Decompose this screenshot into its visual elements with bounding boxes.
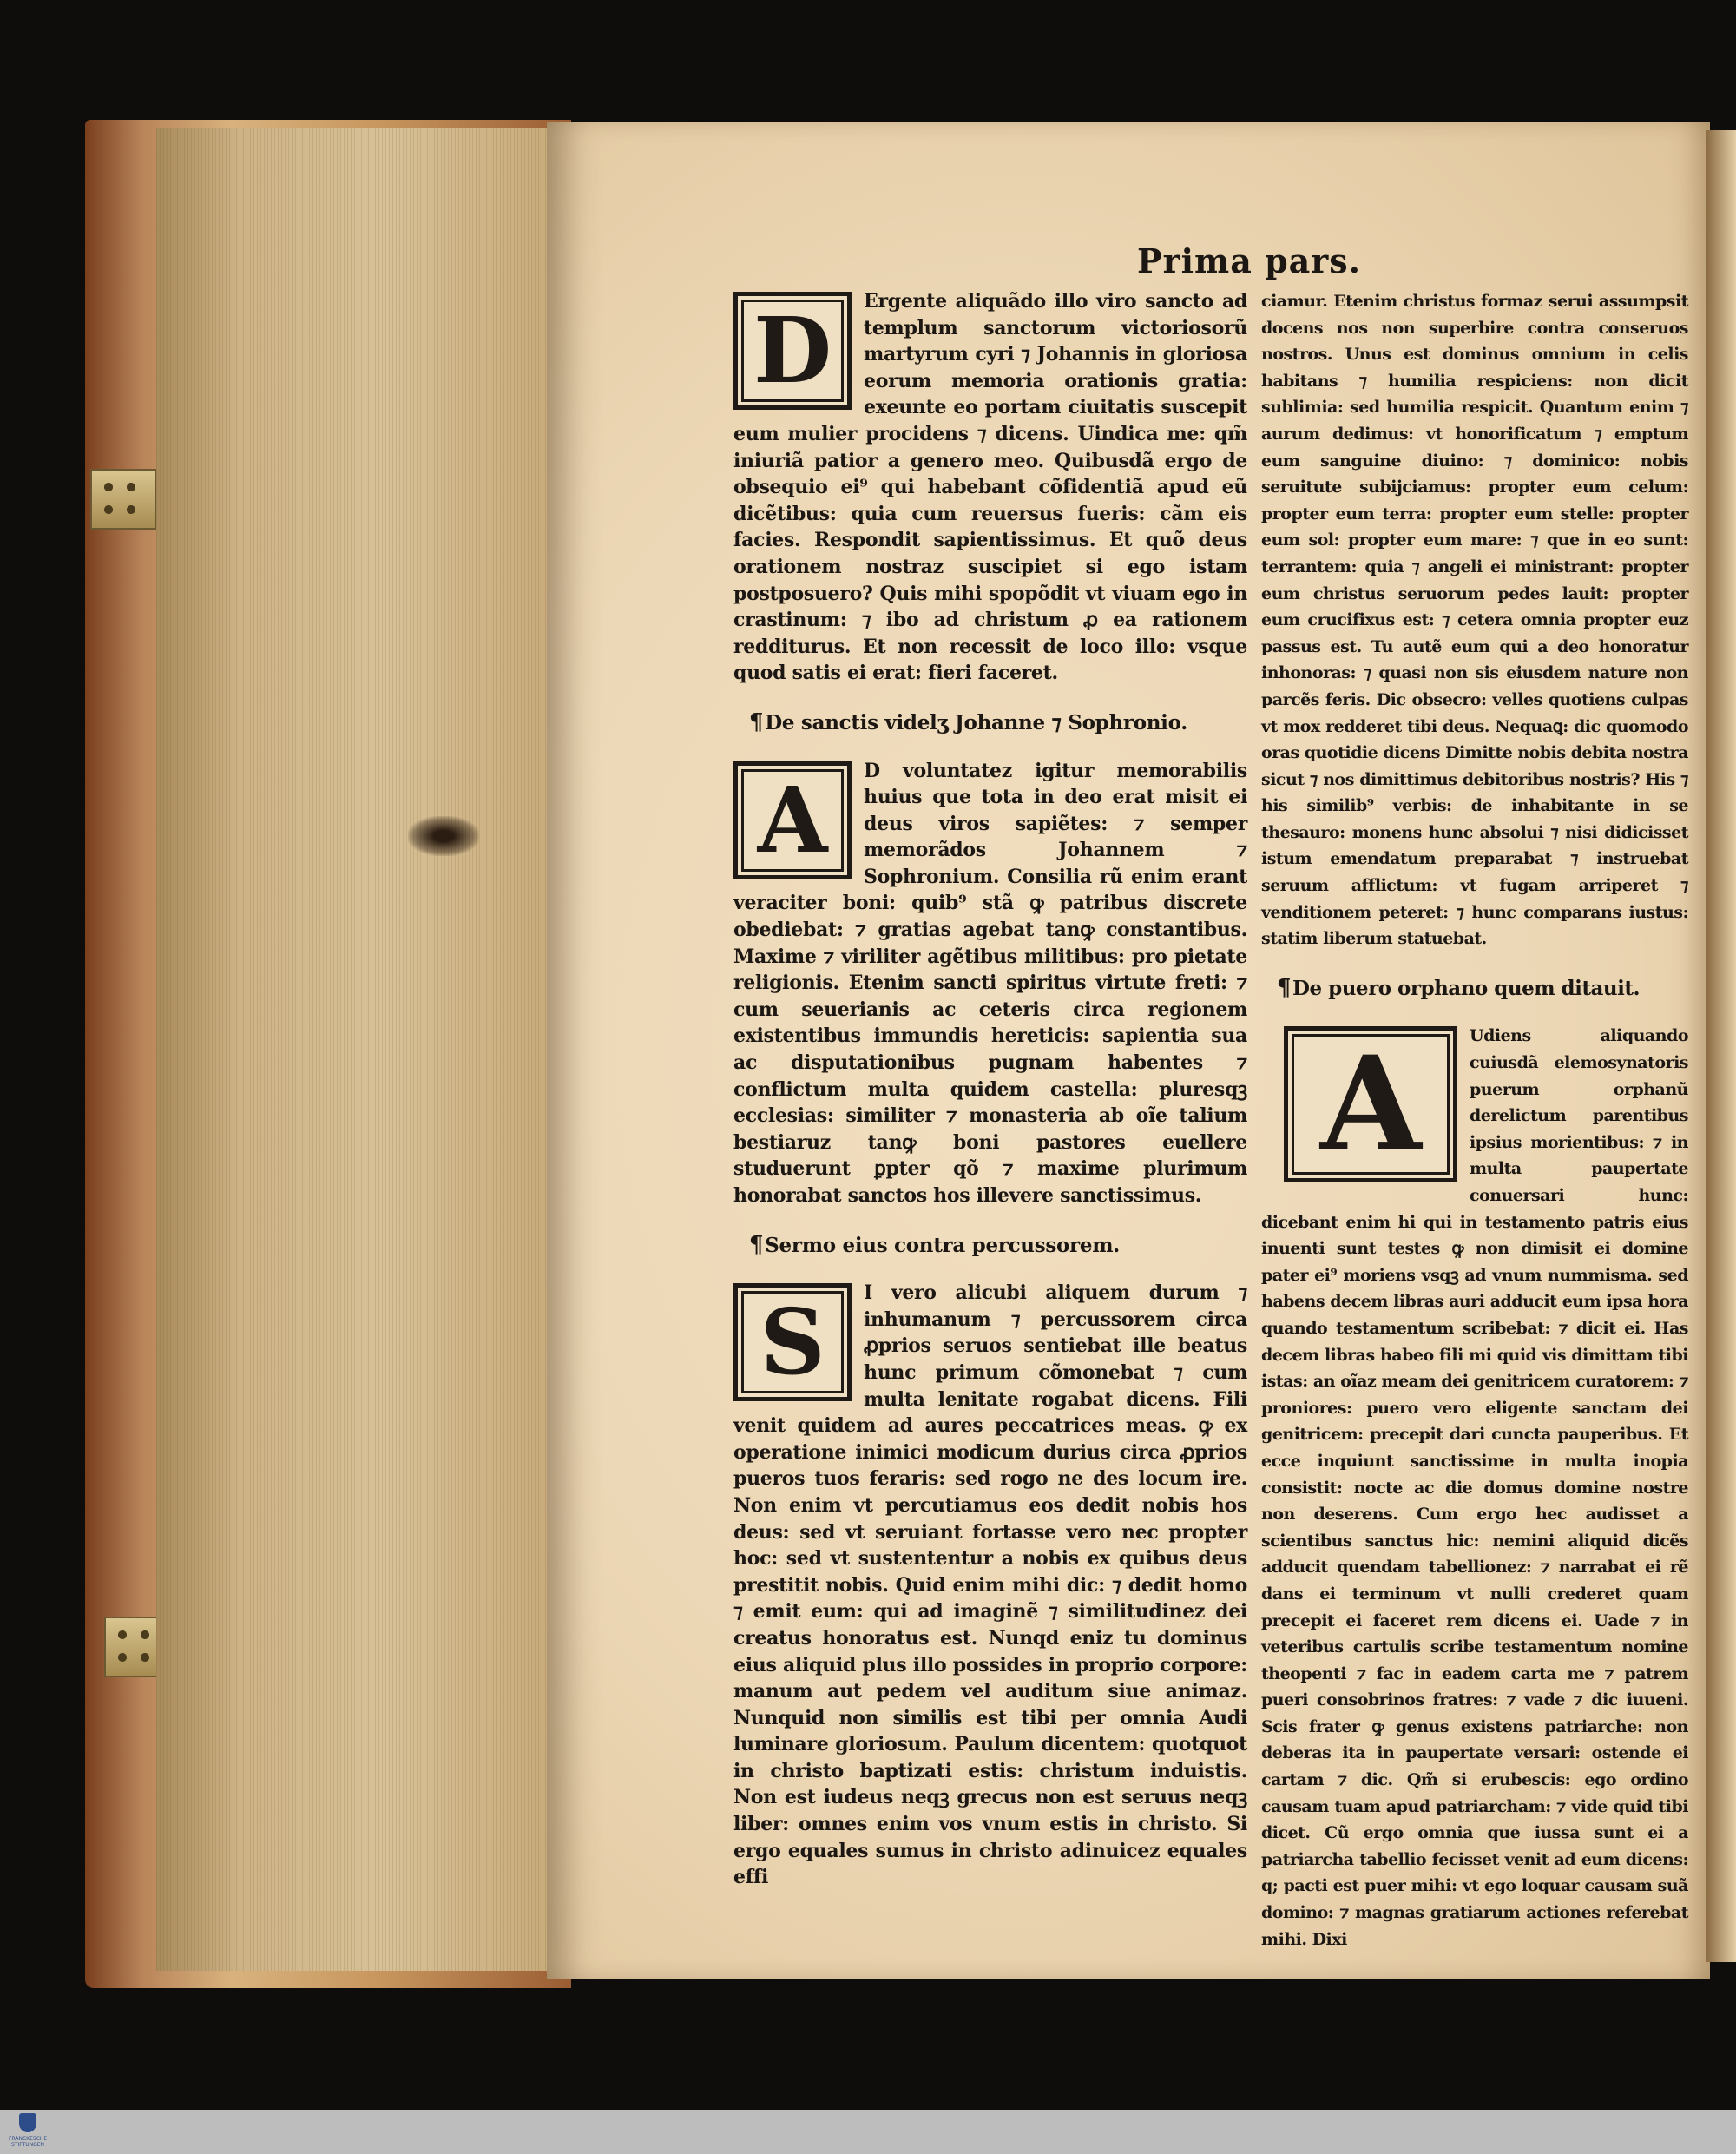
running-head: Prima pars.	[1137, 241, 1361, 280]
pilcrow-icon: ¶	[749, 1231, 764, 1258]
shield-icon	[19, 2113, 36, 2132]
heading-text: De puero orphano quem ditauit.	[1292, 976, 1640, 1000]
facing-page-edge	[1706, 130, 1736, 1962]
woodcut-initial: S	[733, 1283, 852, 1401]
right-text-column	[1261, 288, 1688, 1953]
body-paragraph	[733, 758, 1247, 1209]
paragraph-text: ciamur. Etenim christus formaz serui assumpsit docens nos non superbire contra conseruos nostros. Unus est dominus omnium in celis habitans ⁊ humilia respiciens: non dicit sublimia: sed humilia respicit. Quantum enim ⁊ aurum dedimus: vt honorificatum ⁊ emptum eum sanguine diuino: ⁊ dominico: nobis seruitute subijciamus: propter eum celum: propter eum terra: propter eum stelle: propter eum sol: propter eum mare: ⁊ que in eo sunt: terrantem: quia ⁊ angeli ei ministrant: propter eum christus seruorum pedes lauit: propter eum crucifixus est: ⁊ cetera omnia propter euz passus est. Tu autẽ eum qui a deo honoratur inhonoras: ⁊ quasi non sis eiusdem nature non parcẽs feris. Dic obsecro: velles quotiens culpas vt mox redderet tibi deus. Nequaꝗ: dic quomodo oras quotidie dicens Dimitte nobis debita nostra sicut ⁊ nos dimittimus debitoribus nostris? His ⁊ his similib⁹ verbis: de inhabitante in se thesauro: monens hunc absolui ⁊ nisi didicisset istum emendatum preparabat ⁊ instruebat seruum afflictum: vt fugam arriperet ⁊ venditionem peteret: ⁊ hunc comparans iustus: statim liberum statuebat.	[1261, 292, 1688, 949]
upper-clasp	[90, 469, 156, 530]
pilcrow-icon: ¶	[1277, 974, 1292, 1001]
paragraph-text: D voluntatez igitur memorabilis huius que tota in deo erat misit ei deus viros sapiẽtes: ⁊ semper memorãdos Johannem ⁊ Sophronium. Consilia rũ enim erant veraciter boni: quib⁹ stã ꝙ patribus discrete obediebat: ⁊ gratias agebat tanꝙ constantibus. Maxime ⁊ viriliter agẽtibus militibus: pro pietate religionis. Etenim sancti spiritus virtute freti: ⁊ cum seuerianis ac ceteris circa regionem existentibus immundis hereticis: sapientia sua ac disputationibus pugnam habentes ⁊ conflictum multa quidem castella: pluresqꝫ ecclesias: similiter ⁊ monasteria ab oĩe talium bestiaruz tanꝙ boni pastores euellere studuerunt ꝑpter qõ ⁊ maxime plurimum honorabat sanctos hos illevere sanctissimus.	[733, 759, 1247, 1207]
paragraph-text: Udiens aliquando cuiusdã elemosynatoris puerum orphanũ derelictum parentibus ipsius morientibus: ⁊ in multa paupertate conuersari hunc: dicebant enim hi qui in testamento patris eius inuenti sunt testes ꝙ non dimisit ei domine pater ei⁹ moriens vsqꝫ ad vnum nummisma. sed habens decem libras auri adducit eum ipsa hora quando testamentum scribebat: ⁊ dicit ei. Has decem libras habeo fili mi quid vis dimittam tibi istas: an oĩaz meam dei genitricem curatorem: ⁊ proniores: puero vero eligente sanctam dei genitricem: precepit dari cuncta pauperibus. Et ecce inquiunt sanctissime in multa inopia consistit: nocte ac die domus domine nostre non deserens. Cum ergo hec audisset a scientibus sanctus hic: nemini aliquid dicẽs adducit quendam tabellionez: ⁊ narrabat ei rẽ dans ei terminum vt nulli crederet quam precepit ei faceret rem dicens ei. Uade ⁊ in veteribus cartulis scribe testamentum nomine theopenti ⁊ fac in eadem carta me ⁊ patrem pueri consobrinos fratres: ⁊ vade ⁊ dic iuueni. Scis frater ꝙ genus existens patriarche: non deberas ita in paupertate versari: ostende ei cartam ⁊ dic. Qm̃ si erubescis: ego ordino causam tuam apud patriarcham: ⁊ vide quid tibi dicet. Cũ ergo omnia que iussa sunt ei a patriarcha tabellio fecisset venit ad eum dicens: q; pacti est puer mihi: vt ego loquar causam suã domino: ⁊ magnas gratiarum actiones referebat mihi. Dixi	[1261, 1026, 1688, 1949]
page-block-edges	[156, 128, 571, 1971]
section-heading	[1277, 975, 1688, 1003]
ink-stain	[408, 816, 479, 856]
left-text-column	[733, 288, 1247, 1891]
viewer-footer-bar	[0, 2110, 1736, 2154]
library-logo	[9, 2113, 47, 2148]
woodcut-initial: D	[733, 292, 852, 410]
section-heading	[749, 709, 1247, 737]
paragraph-text: I vero alicubi aliquem durum ⁊ inhumanum ⁊ percussorem circa ꝓprios seruos sentiebat ille beatus hunc primum cõmonebat ⁊ cum multa lenitate rogabat dicens. Fili venit quidem ad aures peccatrices meas. ꝙ ex operatione inimici modicum durius circa ꝓprios pueros tuos feraris: sed rogo ne des locum ire. Non enim vt percutiamus eos dedit nobis hos deus: sed vt seruiant fortasse vero nec propter hoc: sed vt sustententur a nobis ex quibus deus prestitit nobis. Quid enim mihi dic: ⁊ dedit homo ⁊ emit eum: qui ad imaginẽ ⁊ similitudinez dei creatus honoratus est. Nunqd eniz tu dominus eius aliquid plus illo possides in proprio corpore: manum aut pedem vel auditum siue animaz. Nunquid non similis est tibi per omnia Audi luminare gloriosum. Paulum dicentem: quotquot in christo baptizati estis: christum induistis. Non est iudeus neqꝫ grecus non est seruus neqꝫ liber: omnes enim vos vnum estis in christo. Si ergo equales sumus in christo adinuicez equales effi	[733, 1281, 1247, 1889]
body-paragraph	[733, 1280, 1247, 1891]
heading-text: De sanctis videlʒ Johanne ⁊ Sophronio.	[765, 710, 1187, 734]
heading-text: Sermo eius contra percussorem.	[765, 1233, 1120, 1257]
paragraph-text: Ergente aliquãdo illo viro sancto ad templum sanctorum victoriosorũ martyrum cyri ⁊ Johannis in gloriosa eorum memoria orationis gratia: exeunte eo portam ciuitatis suscepit eum mulier procidens ⁊ dicens. Uindica me: qm̃ iniuriã patior a genero meo. Quibusdã ergo de obsequio ei⁹ qui habebant cõfidentiã apud eũ dicẽtibus: quia cum reuersus fueris: cãm eis facies. Respondit sapientissimus. Et quõ deus orationem nostraz suscipiet si ego istam postposuero? Quis mihi spopõdit vt viuam ego in crastinum: ⁊ ibo ad christum ꝓ ea rationem redditurus. Et non recessit de loco illo: vsque quod satis ei erat: fieri faceret.	[733, 290, 1247, 685]
body-paragraph	[733, 288, 1247, 687]
section-heading	[749, 1232, 1247, 1260]
logo-text: FRANCKESCHE STIFTUNGEN	[9, 2136, 48, 2148]
pilcrow-icon: ¶	[749, 708, 764, 735]
woodcut-initial: A	[1284, 1026, 1457, 1182]
woodcut-initial: A	[733, 761, 852, 879]
body-paragraph	[1261, 1023, 1688, 1953]
body-paragraph	[1261, 288, 1688, 952]
